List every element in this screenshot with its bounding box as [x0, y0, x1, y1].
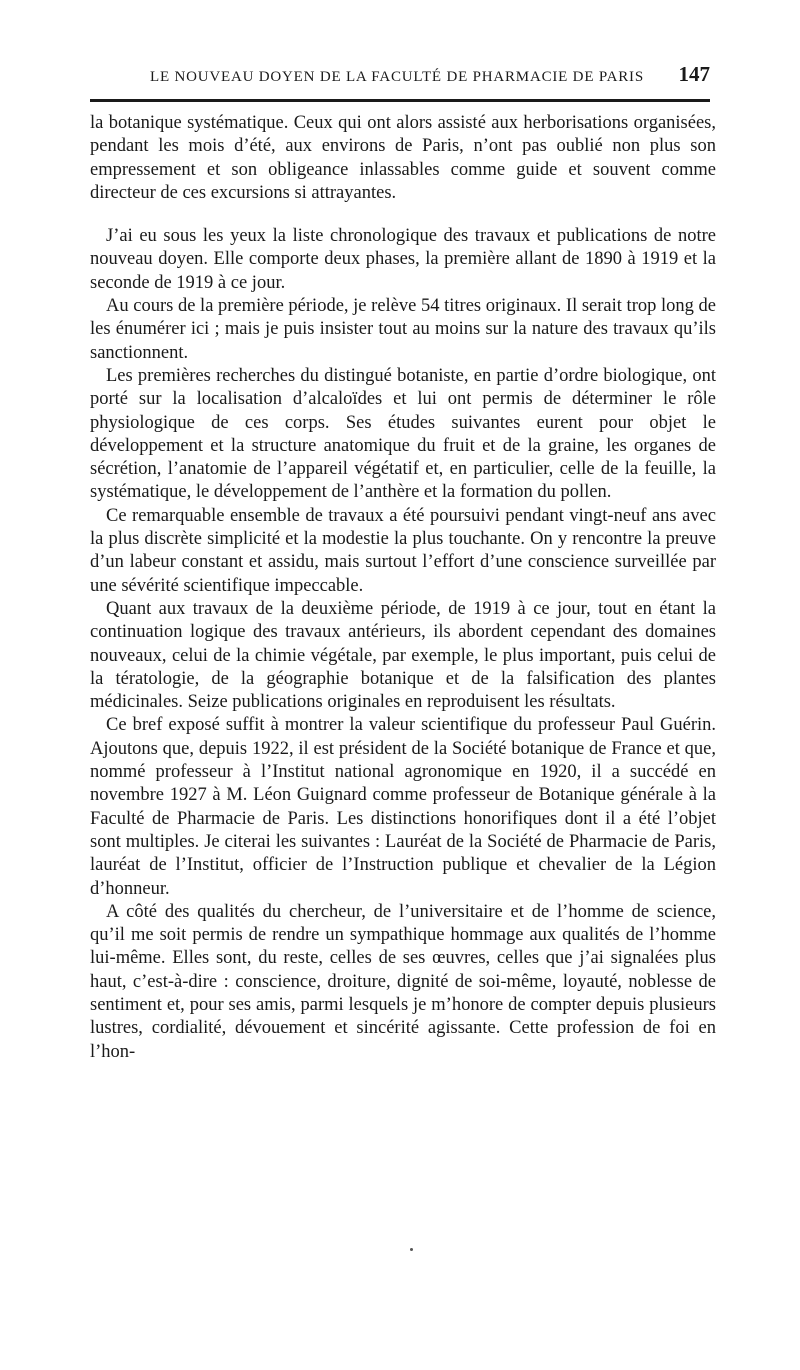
running-head: LE NOUVEAU DOYEN DE LA FACULTÉ DE PHARMACIE DE PARIS: [150, 69, 644, 85]
page-number: 147: [678, 62, 710, 86]
paragraph-4: Les premières recherches du distingué botaniste, en partie d’ordre biologique, ont porté sur la localisation d’alcaloïdes et lui ont permis de déterminer le rôle physiologique de ces corps. Ses études suivantes eurent pour objet le développement et la structure anatomique du fruit et de la graine, les organes de sécrétion, l’anatomie de l’appareil végétatif et, en particulier, celle de la feuille, la systématique, le développement de l’anthère et la formation du pollen.: [90, 365, 716, 503]
paragraph-5: Ce remarquable ensemble de travaux a été poursuivi pendant vingt-neuf ans avec la plus discrète simplicité et la modestie la plus touchante. On y rencontre la preuve d’un labeur constant et assidu, mais surtout l’effort d’une conscience surveillée par une sévérité scientifique impeccable.: [90, 505, 716, 596]
paragraph-6: Quant aux travaux de la deuxième période, de 1919 à ce jour, tout en étant la continuation logique des travaux antérieurs, ils abordent cependant des domaines nouveaux, celui de la chimie végétale, par exemple, le plus important, puis celui de la tératologie, de la géographie botanique et de la falsification des plantes médicinales. Seize publications originales en reproduisent les résultats.: [90, 598, 716, 713]
paragraph-3: Au cours de la première période, je relève 54 titres originaux. Il serait trop long de les énumérer ici ; mais je puis insister tout au moins sur la nature des travaux qu’ils sanctionnent.: [90, 296, 716, 363]
paragraph-8: A côté des qualités du chercheur, de l’universitaire et de l’homme de science, qu’il me soit permis de rendre un sympathique hommage aux qualités de l’homme lui-même. Elles sont, du reste, celles de ses œuvres, celles que j’ai signalées plus haut, c’est-à-dire : conscience, droiture, dignité de soi-même, loyauté, noblesse de sentiment et, pour ses amis, parmi lesquels je m’honore de compter depuis plusieurs lustres, cordialité, dévouement et sincérité agissante. Cette profession de foi en l’hon-: [90, 901, 716, 1062]
paragraph-2: J’ai eu sous les yeux la liste chronologique des travaux et publications de notre nouveau doyen. Elle comporte deux phases, la première allant de 1890 à 1919 et la seconde de 1919 à ce jour.: [90, 226, 716, 293]
paragraph-7: Ce bref exposé suffit à montrer la valeur scientifique du professeur Paul Guérin. Ajoutons que, depuis 1922, il est président de la Société botanique de France et que, nommé professeur à l’Institut national agronomique en 1920, il a succédé en novembre 1927 à M. Léon Guignard comme professeur de Botanique générale à la Faculté de Pharmacie de Paris. Les distinctions honorifiques dont il a été l’objet sont multiples. Je citerai les suivantes : Lauréat de la Société de Pharmacie de Paris, lauréat de l’Institut, officier de l’Instruction publique et chevalier de la Légion d’honneur.: [90, 715, 716, 899]
page-header: [150, 62, 710, 87]
header-rule: [90, 99, 710, 102]
paragraph-1: la botanique systématique. Ceux qui ont alors assisté aux herborisations organisées, pendant les mois d’été, aux environs de Paris, n’ont pas oublié non plus son empressement et son obligeance inlassables comme guide et souvent comme directeur de ces excursions si attrayantes.: [90, 113, 716, 203]
body-text: [90, 112, 716, 1064]
scan-speck: [410, 1248, 413, 1251]
